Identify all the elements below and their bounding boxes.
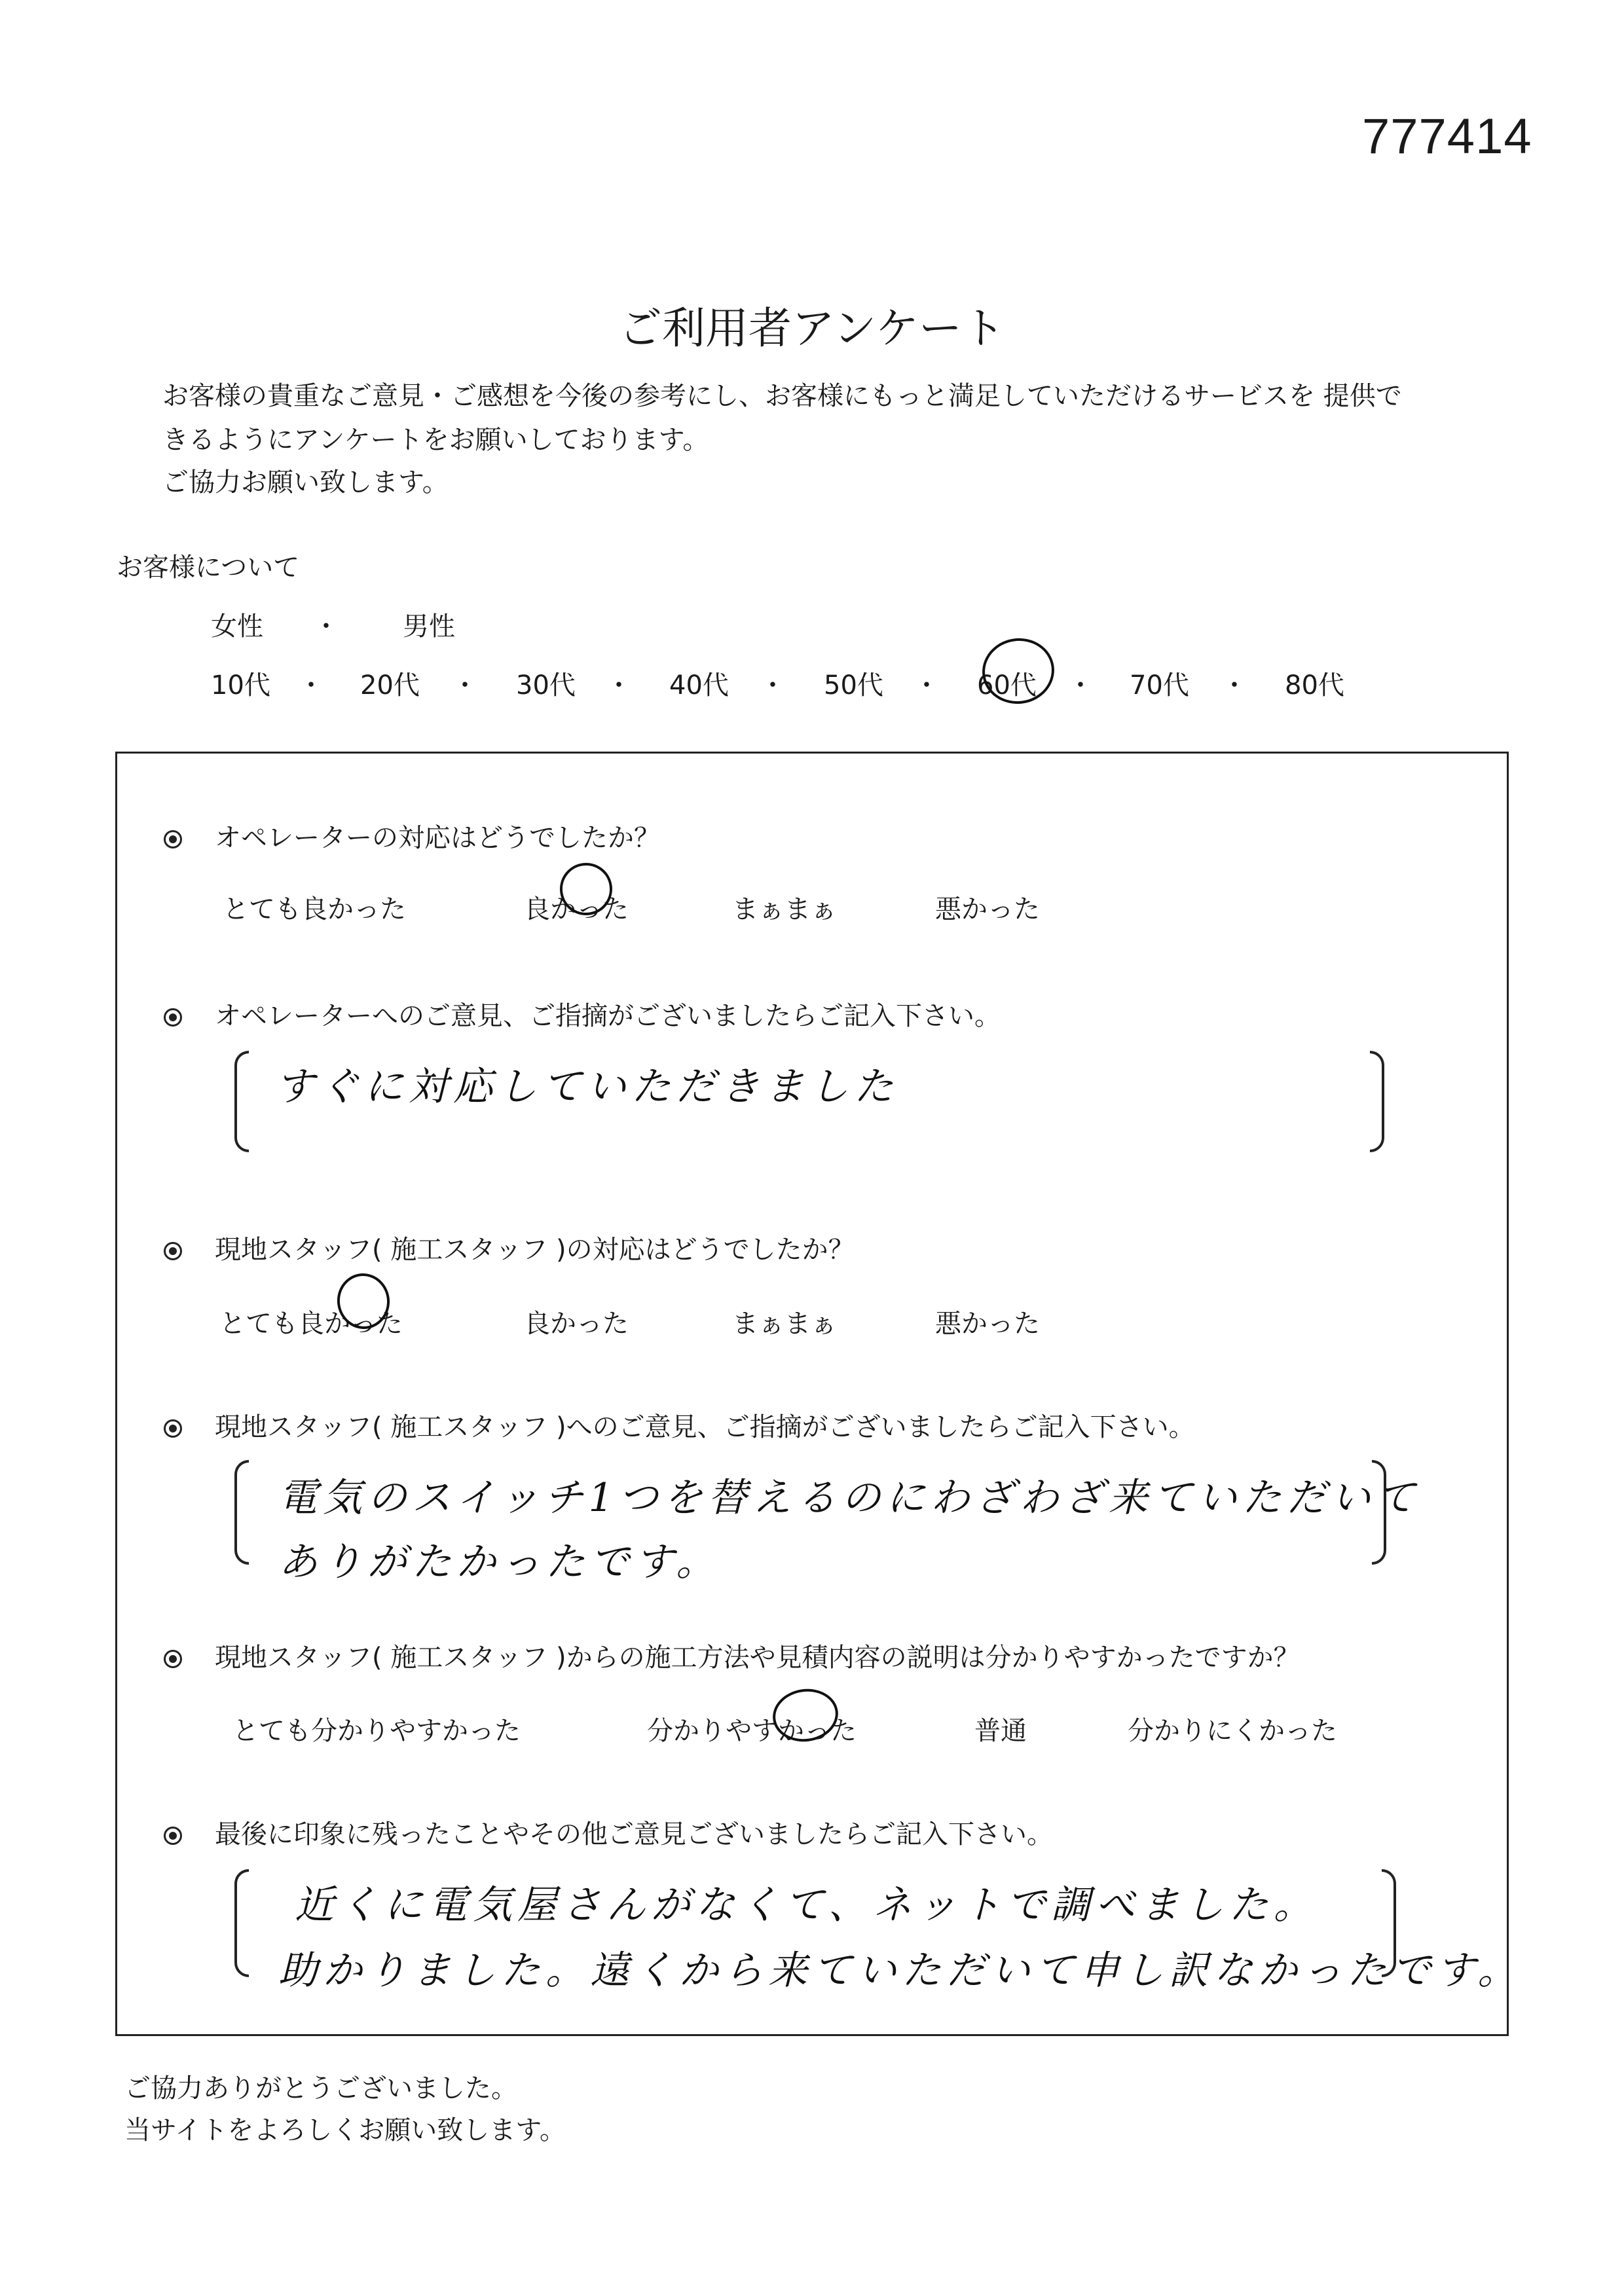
q1-option-bad[interactable]: 悪かった	[935, 894, 1040, 924]
staff-comment-answer-line-2[interactable]: ありがたかったです。	[278, 1539, 721, 1585]
bullet-icon	[164, 830, 182, 848]
intro-line-1: お客様の貴重なご意見・ご感想を今後の参考にし、お客様にもっと満足していただけるサービスを 提供で	[162, 381, 1402, 411]
right-bracket	[1382, 1869, 1396, 1977]
left-bracket	[234, 1869, 249, 1977]
bullet-icon	[164, 1008, 182, 1027]
gender-option-female[interactable]: 女性	[211, 611, 263, 642]
document-number: 777414	[1362, 109, 1532, 164]
separator: ・	[1067, 670, 1094, 701]
separator: ・	[606, 670, 632, 701]
age-option-50s[interactable]: 50代	[824, 670, 883, 701]
question-staff-response	[164, 1229, 855, 1266]
age-option-10s[interactable]: 10代	[211, 670, 270, 701]
q5-option-clear[interactable]: 分かりやすかった	[647, 1716, 857, 1746]
footer-thanks: ご協力ありがとうございました。	[124, 2073, 517, 2104]
bullet-icon	[164, 1827, 182, 1845]
q3-option-so-so[interactable]: まぁまぁ	[732, 1309, 837, 1339]
final-comment-answer-line-2[interactable]: 助かりました。遠くから来ていただいて申し訳なかったです。	[278, 1948, 1522, 1994]
left-bracket	[234, 1051, 249, 1152]
q5-option-unclear[interactable]: 分かりにくかった	[1128, 1716, 1337, 1746]
separator: ・	[1221, 670, 1247, 701]
staff-comment-answer-line-1[interactable]: 電気のスイッチ1つを替えるのにわざわざ来ていただいて	[278, 1475, 1420, 1521]
age-option-40s[interactable]: 40代	[669, 670, 729, 701]
gender-option-male[interactable]: 男性	[403, 611, 455, 642]
question-text: オペレーターへのご意見、ご指摘がございましたらご記入下さい。	[215, 1001, 1001, 1031]
intro-line-3: ご協力お願い致します。	[162, 467, 449, 498]
separator: ・	[760, 670, 786, 701]
operator-comment-answer[interactable]: すぐに対応していただきました	[275, 1064, 898, 1110]
question-operator-comments	[164, 995, 1001, 1032]
q1-option-good[interactable]: 良かった	[524, 894, 629, 924]
bullet-icon	[164, 1419, 182, 1438]
age-option-70s[interactable]: 70代	[1130, 670, 1189, 701]
question-final-comments	[164, 1813, 1053, 1851]
question-text: 現地スタッフ( 施工スタッフ )からの施工方法や見積内容の説明は分かりやすかったですか？	[215, 1643, 1300, 1673]
survey-title: ご利用者アンケート	[618, 303, 1006, 354]
question-operator-response	[164, 817, 660, 854]
q3-option-bad[interactable]: 悪かった	[935, 1309, 1040, 1339]
question-text: オペレーターの対応はどうでしたか？	[215, 823, 660, 853]
q3-option-good[interactable]: 良かった	[524, 1309, 629, 1339]
question-staff-explanation	[164, 1637, 1300, 1674]
age-option-60s[interactable]: 60代	[977, 670, 1037, 701]
bullet-icon	[164, 1650, 182, 1668]
intro-line-2: きるようにアンケートをお願いしております。	[162, 425, 709, 455]
bullet-icon	[164, 1242, 182, 1260]
q5-option-normal[interactable]: 普通	[974, 1716, 1027, 1746]
question-staff-comments	[164, 1406, 1195, 1444]
left-bracket	[234, 1460, 249, 1565]
right-bracket	[1370, 1051, 1384, 1152]
question-text: 現地スタッフ( 施工スタッフ )へのご意見、ご指摘がございましたらご記入下さい。	[215, 1412, 1195, 1442]
separator: ・	[298, 670, 324, 701]
q5-option-very-clear[interactable]: とても分かりやすかった	[232, 1716, 521, 1746]
separator: ・	[313, 611, 339, 642]
separator: ・	[452, 670, 478, 701]
q3-option-very-good[interactable]: とても良かった	[219, 1309, 403, 1339]
separator: ・	[913, 670, 940, 701]
age-option-30s[interactable]: 30代	[516, 670, 576, 701]
footer-site-message: 当サイトをよろしくお願い致します。	[124, 2115, 566, 2145]
customer-heading: お客様について	[117, 553, 300, 583]
question-text: 最後に印象に残ったことやその他ご意見ございましたらご記入下さい。	[215, 1819, 1053, 1850]
q1-option-very-good[interactable]: とても良かった	[223, 894, 406, 924]
q1-option-so-so[interactable]: まぁまぁ	[732, 894, 837, 924]
age-option-20s[interactable]: 20代	[360, 670, 420, 701]
final-comment-answer-line-1[interactable]: 近くに電気屋さんがなくて、ネットで調べました。	[295, 1882, 1318, 1928]
right-bracket	[1372, 1460, 1386, 1565]
question-text: 現地スタッフ( 施工スタッフ )の対応はどうでしたか？	[215, 1235, 855, 1265]
age-option-80s[interactable]: 80代	[1285, 670, 1344, 701]
